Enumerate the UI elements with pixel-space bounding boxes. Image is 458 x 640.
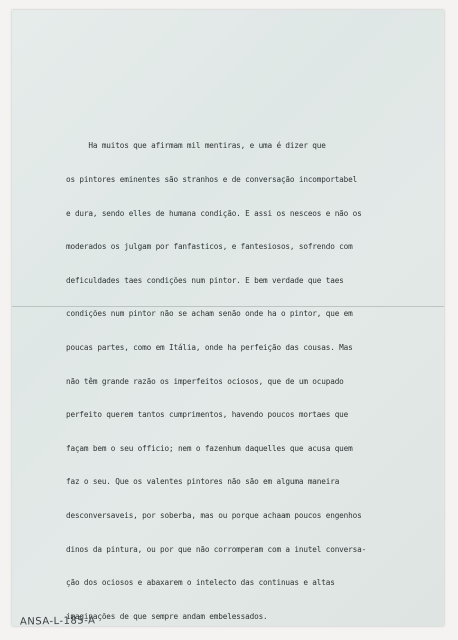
handwritten-archive-label: ANSA-L-185-A	[19, 615, 96, 628]
text-line: poucas partes, como em Itália, onde ha perfeição das cousas. Mas	[66, 342, 353, 352]
text-line: não têm grande razão os imperfeitos ociosos, que de um ocupado	[66, 376, 344, 386]
text-line: façam bem o seu officio; nem o fazenhum daquelles que acusa quem	[66, 443, 353, 453]
text-line: dinos da pintura, ou por que não corromperam com a inutel conversa-	[66, 544, 367, 554]
text-line: os pintores eminentes são stranhos e de conversação incomportabel	[66, 175, 358, 184]
text-line: Ha muitos que afirmam mil mentiras, e uma é dizer que	[66, 141, 326, 151]
text-line: condições num pintor não se acham senão onde ha o pintor, que em	[66, 309, 353, 319]
text-line: ção dos ociosos e abaxarem o intelecto das continuas e altas	[66, 578, 335, 588]
text-line: imaginações de que sempre andam embelessados.	[66, 611, 268, 621]
text-line: perfeito querem tantos cumprimentos, havendo poucos mortaes que	[66, 410, 349, 420]
text-line: e dura, sendo elles de humana condição. E assi os nesceos e não os	[66, 208, 362, 218]
text-line: desconversaveis, por soberba, mas ou porque achaam poucos engenhos	[66, 510, 362, 520]
text-line: deficuldades taes condições num pintor. E bem verdade que taes	[66, 275, 344, 285]
typewritten-text	[66, 118, 448, 633]
text-line: faz o seu. Que os valentes pintores não são em alguma maneira	[66, 477, 340, 487]
text-line: moderados os julgam por fanfasticos, e fantesiosos, sofrendo com	[66, 242, 353, 252]
